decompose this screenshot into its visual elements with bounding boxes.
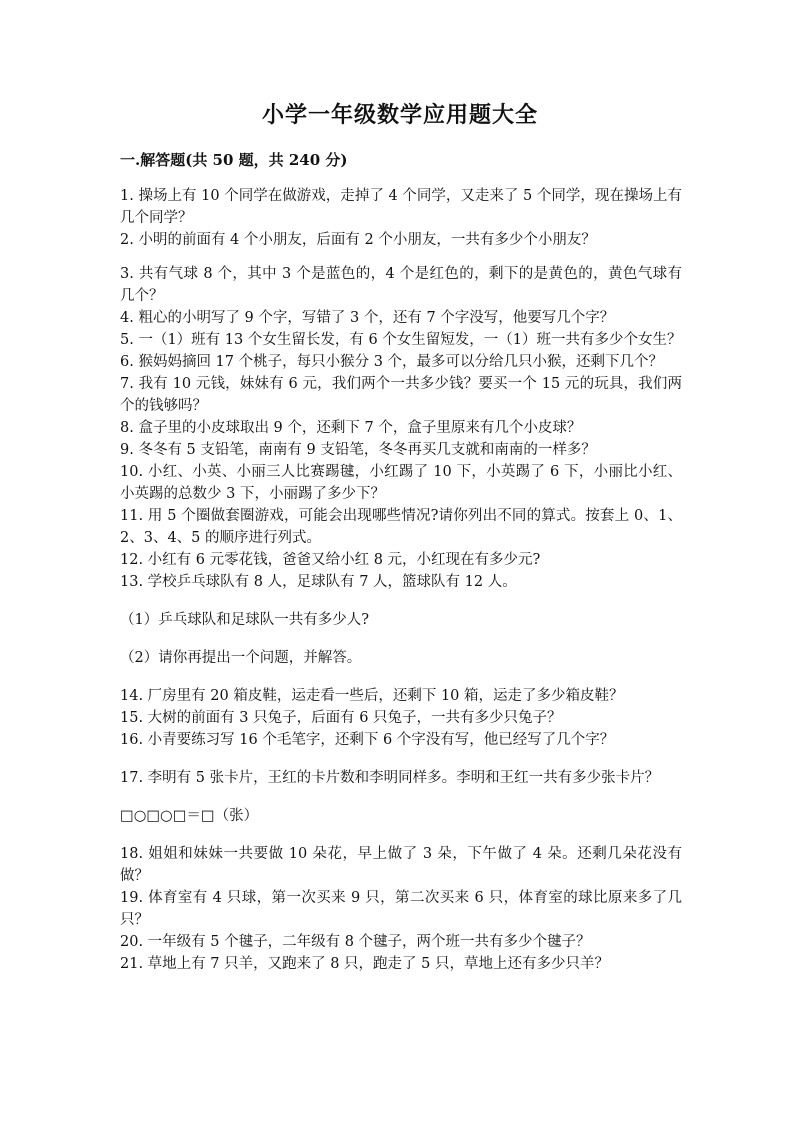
question-7: 7. 我有 10 元钱，妹妹有 6 元，我们两个一共多少钱？要买一个 15 元的玩具，我们两个的钱够吗？ [120, 376, 682, 414]
question-13-part-1: （1）乒乓球队和足球队一共有多少人? [120, 612, 369, 628]
question-18: 18. 姐姐和妹妹一共要做 10 朵花，早上做了 3 朵，下午做了 4 朵。还剩几朵花没有做？ [120, 846, 682, 884]
document-title: 小学一年级数学应用题大全 [261, 102, 538, 128]
section-heading: 一.解答题(共 50 题，共 240 分) [120, 151, 348, 169]
question-19: 19. 体育室有 4 只球，第一次买来 9 只，第二次买来 6 只，体育室的球比原来多了几只？ [120, 890, 682, 928]
question-17-formula: □○□○□＝□（张） [120, 808, 259, 824]
question-13: 13. 学校乒乓球队有 8 人，足球队有 7 人，篮球队有 12 人。 [120, 574, 517, 590]
question-12: 12. 小红有 6 元零花钱，爸爸又给小红 8 元，小红现在有多少元? [120, 552, 541, 568]
question-13-part-2: （2）请你再提出一个问题，并解答。 [120, 650, 362, 666]
question-11: 11. 用 5 个圈做套圈游戏，可能会出现哪些情况?请你列出不同的算式。按套上 0、1、2、3、4、5 的顺序进行列式。 [120, 508, 682, 546]
question-10: 10. 小红、小英、小丽三人比赛踢毽，小红踢了 10 下，小英踢了 6 下，小丽比小红、小英踢的总数少 3 下，小丽踢了多少下？ [120, 464, 682, 502]
question-8: 8. 盒子里的小皮球取出 9 个，还剩下 7 个，盒子里原来有几个小皮球？ [120, 420, 582, 436]
question-17: 17. 李明有 5 张卡片，王红的卡片数和李明同样多。李明和王红一共有多少张卡片？ [120, 770, 660, 786]
question-15: 15. 大树的前面有 3 只兔子，后面有 6 只兔子，一共有多少只兔子？ [120, 710, 562, 726]
question-9: 9. 冬冬有 5 支铅笔，南南有 9 支铅笔，冬冬再买几支就和南南的一样多？ [120, 442, 596, 458]
question-2: 2. 小明的前面有 4 个小朋友，后面有 2 个小朋友，一共有多少个小朋友？ [120, 232, 596, 248]
question-list [120, 185, 682, 975]
question-14: 14. 厂房里有 20 箱皮鞋，运走看一些后，还剩下 10 箱，运走了多少箱皮鞋？ [120, 688, 624, 704]
question-20: 20. 一年级有 5 个毽子，二年级有 8 个毽子，两个班一共有多少个毽子？ [120, 934, 591, 950]
question-16: 16. 小青要练习写 16 个毛笔字，还剩下 6 个字没有写，他已经写了几个字？ [120, 732, 615, 748]
question-3: 3. 共有气球 8 个，其中 3 个是蓝色的，4 个是红色的，剩下的是黄色的，黄色气球有几个？ [120, 266, 682, 304]
question-21: 21. 草地上有 7 只羊，又跑来了 8 只，跑走了 5 只，草地上还有多少只羊？ [120, 956, 609, 972]
question-4: 4. 粗心的小明写了 9 个字，写错了 3 个，还有 7 个字没写，他要写几个字？ [120, 310, 615, 326]
question-1: 1. 操场上有 10 个同学在做游戏，走掉了 4 个同学，又走来了 5 个同学，现在操场上有几个同学？ [120, 188, 682, 226]
question-5: 5. 一（1）班有 13 个女生留长发，有 6 个女生留短发，一（1）班一共有多少个女生？ [120, 332, 682, 348]
question-6: 6. 猴妈妈摘回 17 个桃子，每只小猴分 3 个，最多可以分给几只小猴，还剩下几个？ [120, 354, 664, 370]
